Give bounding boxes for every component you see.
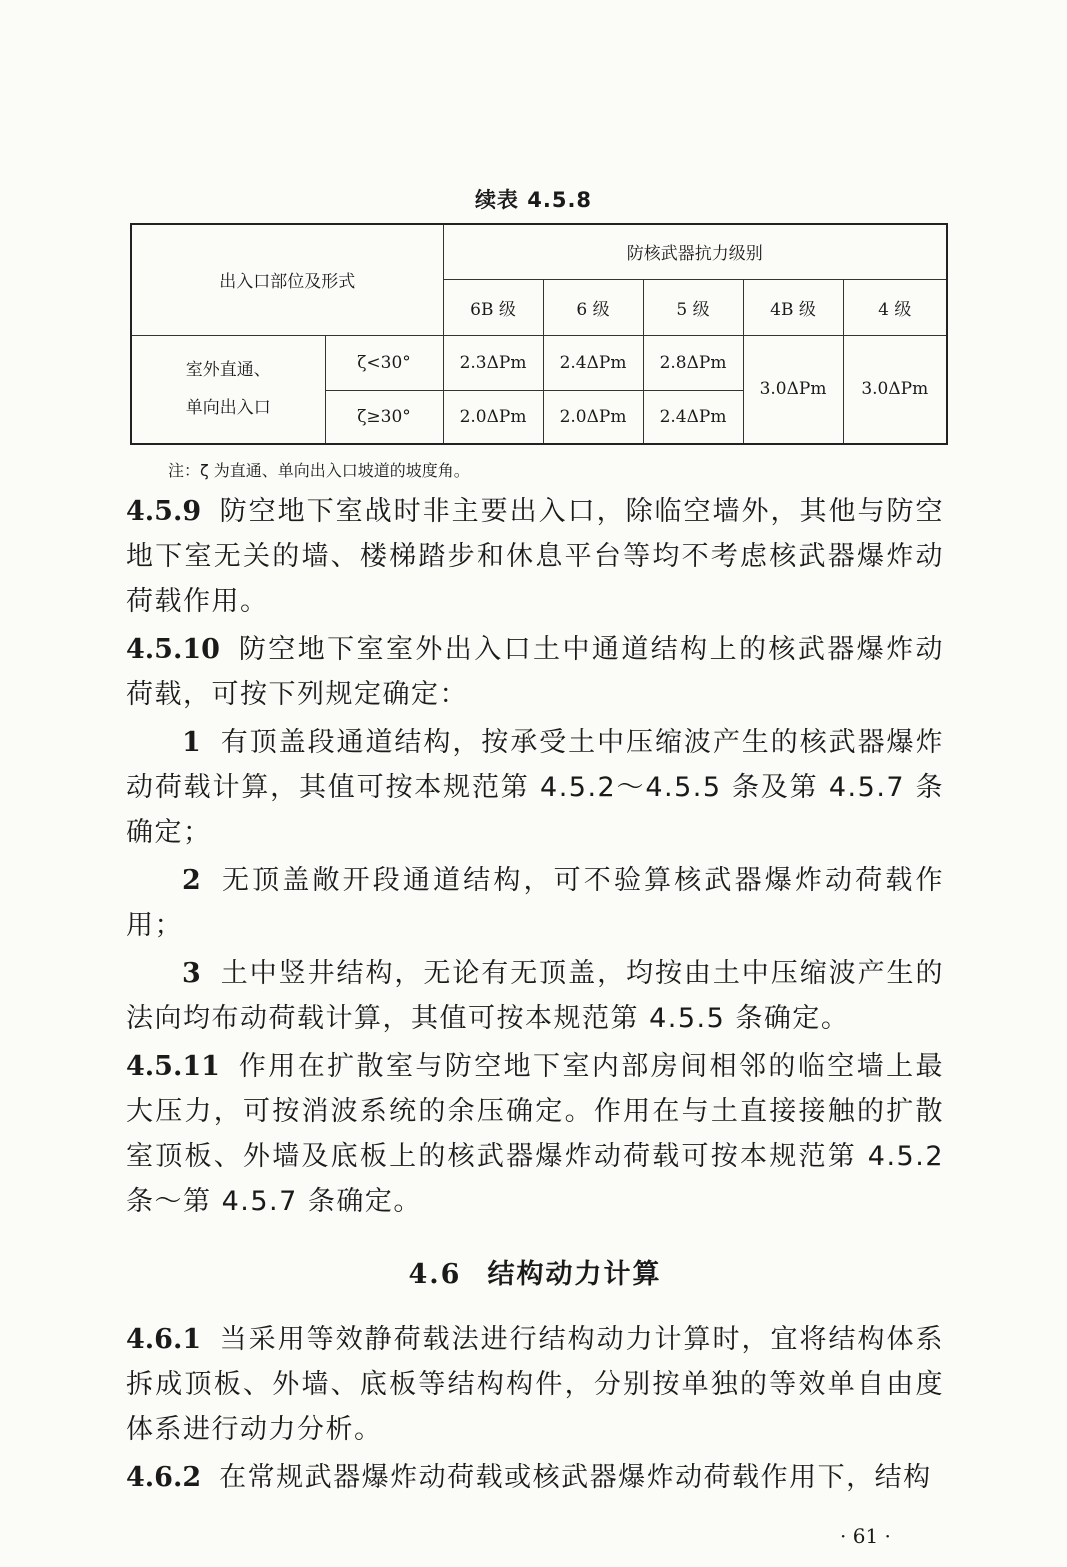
clause-number: 4.5.10 bbox=[126, 634, 220, 665]
level-header: 6 级 bbox=[543, 279, 643, 335]
clause-number: 4.6.2 bbox=[126, 1462, 202, 1493]
header-rowlabel: 出入口部位及形式 bbox=[131, 224, 443, 335]
page-number: · 61 · bbox=[840, 1524, 891, 1548]
level-header: 6B 级 bbox=[443, 279, 543, 335]
level-header: 5 级 bbox=[643, 279, 743, 335]
clause-4-6-2 bbox=[126, 1455, 944, 1500]
condition-cell: ζ<30° bbox=[325, 335, 443, 390]
clause-4-5-9 bbox=[126, 489, 944, 624]
clause-4-5-11 bbox=[126, 1044, 944, 1224]
condition-cell: ζ≥30° bbox=[325, 390, 443, 444]
row-group-line: 室外直通、 bbox=[185, 360, 271, 381]
section-title: 结构动力计算 bbox=[487, 1259, 662, 1290]
section-number: 4.6 bbox=[408, 1259, 462, 1290]
clause-item bbox=[126, 720, 944, 855]
section-heading bbox=[126, 1252, 944, 1291]
value-cell: 2.8ΔPm bbox=[643, 335, 743, 390]
value-cell: 2.4ΔPm bbox=[643, 390, 743, 444]
clause-number: 4.5.9 bbox=[126, 496, 202, 527]
resistance-level-table bbox=[130, 223, 948, 445]
item-number: 2 bbox=[182, 865, 203, 896]
row-group-line: 单向出入口 bbox=[185, 398, 271, 419]
row-group-label bbox=[131, 335, 325, 444]
item-number: 3 bbox=[182, 958, 203, 989]
clause-text: 当采用等效静荷载法进行结构动力计算时，宜将结构体系拆成顶板、外墙、底板等结构构件，分别按单独的等效单自由度体系进行动力分析。 bbox=[126, 1324, 944, 1445]
value-cell: 2.0ΔPm bbox=[543, 390, 643, 444]
clause-4-6-1 bbox=[126, 1317, 944, 1452]
clause-item bbox=[126, 951, 944, 1041]
value-cell: 2.3ΔPm bbox=[443, 335, 543, 390]
clause-item bbox=[126, 858, 944, 948]
body-text bbox=[126, 489, 944, 1503]
table-note: 注：ζ 为直通、单向出入口坡道的坡度角。 bbox=[168, 461, 470, 480]
level-header: 4B 级 bbox=[743, 279, 843, 335]
merged-value-cell: 3.0ΔPm bbox=[743, 335, 843, 444]
item-text: 有顶盖段通道结构，按承受土中压缩波产生的核武器爆炸动荷载计算，其值可按本规范第 4.5.2～4.5.5 条及第 4.5.7 条确定； bbox=[126, 727, 944, 848]
clause-text: 防空地下室战时非主要出入口，除临空墙外，其他与防空地下室无关的墙、楼梯踏步和休息平台等均不考虑核武器爆炸动荷载作用。 bbox=[126, 496, 944, 617]
clause-text: 作用在扩散室与防空地下室内部房间相邻的临空墙上最大压力，可按消波系统的余压确定。作用在与土直接接触的扩散室顶板、外墙及底板上的核武器爆炸动荷载可按本规范第 4.5.2 条～第 4.5.7 条确定。 bbox=[126, 1051, 944, 1217]
header-group: 防核武器抗力级别 bbox=[443, 224, 947, 279]
level-header: 4 级 bbox=[843, 279, 947, 335]
table-caption: 续表 4.5.8 bbox=[474, 188, 593, 212]
clause-text: 防空地下室室外出入口土中通道结构上的核武器爆炸动荷载，可按下列规定确定： bbox=[126, 634, 944, 710]
item-text: 土中竖井结构，无论有无顶盖，均按由土中压缩波产生的法向均布动荷载计算，其值可按本规范第 4.5.5 条确定。 bbox=[126, 958, 944, 1034]
clause-text: 在常规武器爆炸动荷载或核武器爆炸动荷载作用下，结构 bbox=[219, 1462, 932, 1493]
item-text: 无顶盖敞开段通道结构，可不验算核武器爆炸动荷载作用； bbox=[126, 865, 944, 941]
value-cell: 2.4ΔPm bbox=[543, 335, 643, 390]
value-cell: 2.0ΔPm bbox=[443, 390, 543, 444]
clause-number: 4.5.11 bbox=[126, 1051, 220, 1082]
item-number: 1 bbox=[182, 727, 203, 758]
clause-4-5-10 bbox=[126, 627, 944, 717]
merged-value-cell: 3.0ΔPm bbox=[843, 335, 947, 444]
clause-number: 4.6.1 bbox=[126, 1324, 202, 1355]
